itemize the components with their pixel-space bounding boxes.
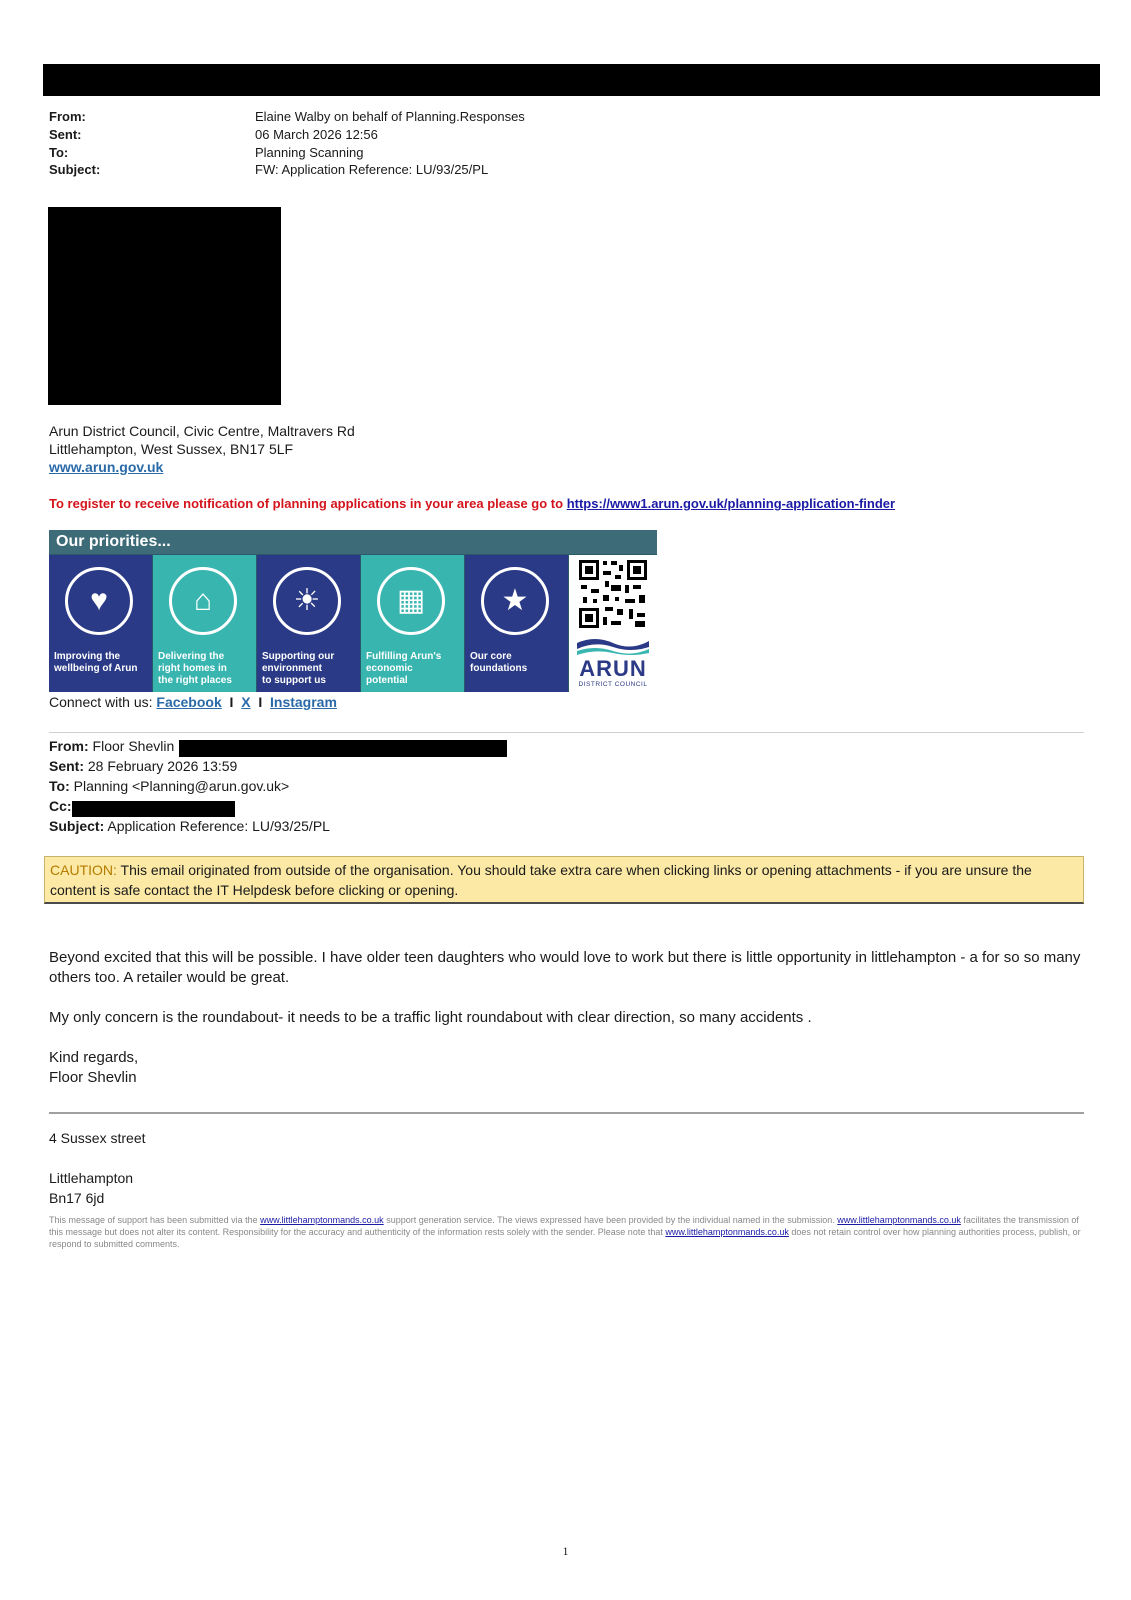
- forwarded-to: [49, 778, 289, 794]
- closing-name: Floor Shevlin: [49, 1069, 137, 1086]
- caution-text: This email originated from outside of the organisation. You should take extra care when clicking links or opening attachments - if you are unsure the content is safe contact the IT Helpdesk before clicking or opening.: [50, 862, 1032, 898]
- body-paragraph-2: My only concern is the roundabout- it needs to be a traffic light roundabout with clear direction, so many accidents .: [49, 1009, 812, 1026]
- forwarded-from-value: Floor Shevlin: [88, 738, 175, 754]
- caution-prefix: CAUTION:: [50, 862, 121, 878]
- planning-notice: [49, 496, 895, 511]
- hand-stars-icon: ★: [481, 567, 549, 635]
- arun-logo-subtext: DISTRICT COUNCIL: [578, 681, 648, 688]
- redacted-cc: [72, 801, 235, 817]
- planning-notice-text: To register to receive notification of planning applications in your area please go to: [49, 496, 567, 511]
- tile-caption: right homes in: [158, 663, 227, 674]
- from-label: From:: [49, 109, 86, 124]
- disclaimer-text: facilitates the transmission of this message but does not alter its content. Responsibility for the accuracy and authenticity of the information rests solely with the sender. Please note that: [49, 1215, 1079, 1237]
- tile-caption: Delivering the: [158, 651, 225, 662]
- to-value: Planning Scanning: [255, 145, 364, 160]
- priorities-title: Our priorities...: [49, 530, 657, 554]
- brick-wall-icon: ▦: [377, 567, 445, 635]
- redacted-image: [48, 207, 281, 405]
- page-number: 1: [562, 1544, 569, 1558]
- priority-tile-foundations: [465, 555, 568, 692]
- sent-value: 06 March 2026 12:56: [255, 127, 378, 142]
- disclaimer-text: support generation service. The views expressed have been provided by the individual named in the submission.: [383, 1215, 838, 1225]
- sender-address-line3: Bn17 6jd: [49, 1190, 105, 1206]
- tile-caption: environment: [262, 663, 323, 674]
- redacted-header-bar: [43, 64, 1100, 96]
- closing-regards: Kind regards,: [49, 1049, 139, 1066]
- lightbulb-leaf-icon: ☀: [273, 567, 341, 635]
- tile-caption: potential: [366, 675, 408, 686]
- sender-address-line2: Littlehampton: [49, 1170, 134, 1186]
- forwarded-to-label: To:: [49, 778, 70, 794]
- tile-caption: foundations: [470, 663, 528, 674]
- sent-label: Sent:: [49, 127, 82, 142]
- council-address-line2: Littlehampton, West Sussex, BN17 5LF: [49, 441, 294, 457]
- forwarded-cc-label: Cc:: [49, 798, 72, 814]
- facebook-link[interactable]: Facebook: [156, 694, 222, 710]
- tile-caption: to support us: [262, 675, 326, 686]
- redacted-email-address: [179, 740, 507, 757]
- tile-caption: Supporting our: [262, 651, 335, 662]
- disclaimer-link[interactable]: www.littlehamptonmands.co.uk: [837, 1215, 961, 1225]
- signature-divider: [49, 1112, 1084, 1114]
- disclaimer-text: does not retain control over how planning authorities process, publish, or respond to submitted comments.: [49, 1227, 1081, 1249]
- arun-logo-text: ARUN: [579, 656, 647, 681]
- disclaimer-text: This message of support has been submitted via the: [49, 1215, 261, 1225]
- instagram-link[interactable]: Instagram: [270, 694, 337, 710]
- body-paragraph-1: Beyond excited that this will be possible. I have older teen daughters who would love to work but there is little opportunity in littlehampton - a for so so many others too. A retailer would be great.: [49, 949, 1081, 986]
- forwarded-to-value: Planning <Planning@arun.gov.uk>: [69, 778, 290, 794]
- tile-caption: Fulfilling Arun's: [366, 651, 442, 662]
- forwarded-cc: [49, 798, 72, 814]
- priority-tile-homes: [153, 555, 256, 692]
- disclaimer-link[interactable]: www.littlehamptonmands.co.uk: [260, 1215, 384, 1225]
- connect-with-us: [49, 694, 337, 710]
- forwarded-subject: [49, 818, 330, 834]
- to-label: To:: [49, 145, 69, 160]
- priority-tile-environment: [257, 555, 360, 692]
- forwarded-subject-value: Application Reference: LU/93/25/PL: [104, 818, 330, 834]
- forwarded-sent-label: Sent:: [49, 758, 84, 774]
- divider: [49, 732, 1084, 733]
- disclaimer-link[interactable]: www.littlehamptonmands.co.uk: [665, 1227, 789, 1237]
- connect-label: Connect with us:: [49, 694, 157, 710]
- subject-label: Subject:: [49, 162, 101, 177]
- tile-caption: economic: [366, 663, 413, 674]
- separator: I: [229, 694, 234, 710]
- forwarded-subject-label: Subject:: [49, 818, 105, 834]
- heart-pulse-icon: ♥: [65, 567, 133, 635]
- priorities-banner: [49, 530, 657, 692]
- subject-value: FW: Application Reference: LU/93/25/PL: [255, 162, 489, 177]
- house-family-icon: ⌂: [169, 567, 237, 635]
- tile-caption: Our core: [470, 651, 512, 662]
- council-website-text[interactable]: www.arun.gov.uk: [49, 459, 164, 475]
- qr-and-logo-panel: [569, 555, 657, 692]
- sender-address-line1: 4 Sussex street: [49, 1130, 146, 1146]
- forwarded-from: [49, 738, 174, 754]
- separator: I: [258, 694, 263, 710]
- forwarded-sent-value: 28 February 2026 13:59: [84, 758, 238, 774]
- tile-caption: Improving the: [54, 651, 121, 662]
- tile-caption: the right places: [158, 675, 232, 686]
- priority-tile-wellbeing: [49, 555, 152, 692]
- support-disclaimer: [49, 1214, 1084, 1250]
- planning-finder-link[interactable]: https://www1.arun.gov.uk/planning-application-finder: [566, 496, 896, 511]
- from-value: Elaine Walby on behalf of Planning.Responses: [255, 109, 525, 124]
- priority-tile-economy: [361, 555, 464, 692]
- forwarded-from-label: From:: [49, 738, 89, 754]
- council-address-line1: Arun District Council, Civic Centre, Maltravers Rd: [49, 423, 355, 439]
- forwarded-sent: [49, 758, 237, 774]
- x-link[interactable]: X: [241, 694, 251, 710]
- caution-banner: [44, 856, 1084, 904]
- tile-caption: wellbeing of Arun: [54, 663, 138, 674]
- council-website-link[interactable]: [49, 458, 163, 476]
